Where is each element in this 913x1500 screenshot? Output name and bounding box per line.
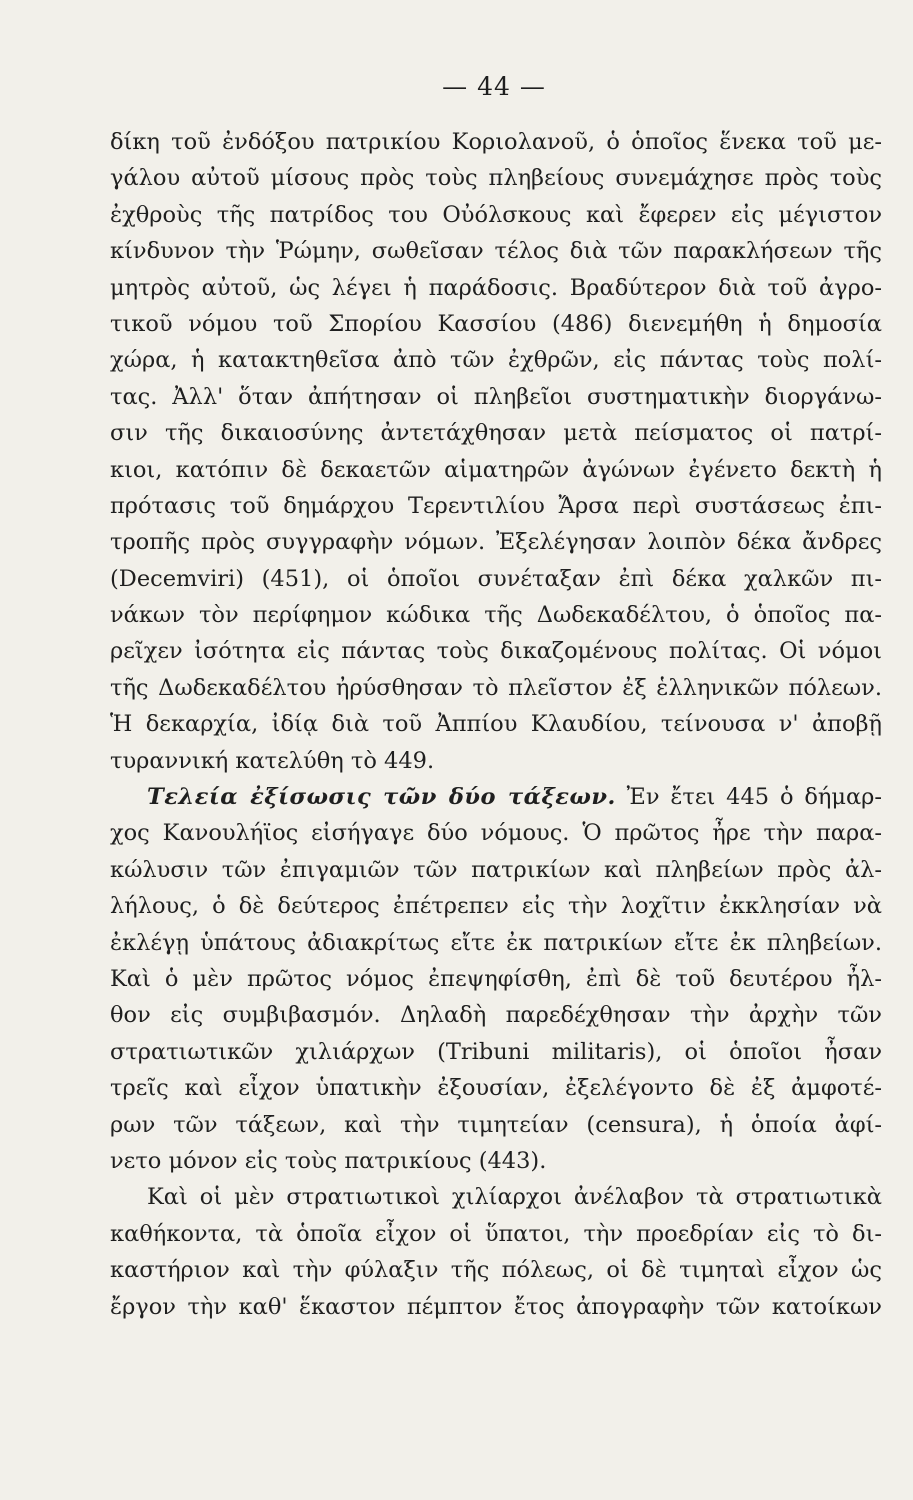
- text-line: τας. Ἀλλ' ὅταν ἀπήτησαν οἱ πληβεῖοι συστηματικὴν διοργάνω-: [110, 383, 882, 410]
- text-line: νετο μόνον εἰς τοὺς πατρικίους (443).: [110, 1147, 547, 1174]
- text-line: χος Κανουλήϊος εἰσήγαγε δύο νόμους. Ὁ πρῶτος ἦρε τὴν παρα-: [110, 820, 882, 847]
- text-line: καθήκοντα, τὰ ὁποῖα εἶχον οἱ ὕπατοι, τὴν προεδρίαν εἰς τὸ δι-: [110, 1220, 882, 1247]
- text-line: ρων τῶν τάξεων, καὶ τὴν τιμητείαν (censura), ἡ ὁποία ἀφί-: [110, 1111, 882, 1138]
- heading-line-text: Ἐν ἔτει 445 ὁ δήμαρ-: [626, 784, 882, 811]
- paragraph-2: [110, 779, 882, 1179]
- page-number: — 44 —: [442, 72, 546, 101]
- text-line: γάλου αὐτοῦ μίσους πρὸς τοὺς πληβείους συνεμάχησε πρὸς τοὺς: [110, 165, 882, 192]
- body-text: [110, 124, 882, 1325]
- text-line: (Decemviri) (451), οἱ ὁποῖοι συνέταξαν ἐπὶ δέκα χαλκῶν πι-: [110, 565, 882, 592]
- text-line: τρεῖς καὶ εἶχον ὑπατικὴν ἐξουσίαν, ἐξελέγοντο δὲ ἐξ ἀμφοτέ-: [110, 1075, 882, 1102]
- text-line: ρεῖχεν ἰσότητα εἰς πάντας τοὺς δικαζομένους πολίτας. Οἱ νόμοι: [110, 638, 882, 665]
- text-line: τυραννική κατελύθη τὸ 449.: [110, 747, 435, 774]
- text-line: ἐχθροὺς τῆς πατρίδος του Οὐόλσκους καὶ ἔφερεν εἰς μέγιστον: [110, 201, 882, 228]
- text-line: νάκων τὸν περίφημον κώδικα τῆς Δωδεκαδέλτου, ὁ ὁποῖος πα-: [110, 602, 882, 629]
- text-line: λήλους, ὁ δὲ δεύτερος ἐπέτρεπεν εἰς τὴν λοχῖτιν ἐκκλησίαν νὰ: [110, 893, 882, 920]
- text-line: πρότασις τοῦ δημάρχου Τερεντιλίου Ἄρσα περὶ συστάσεως ἐπι-: [110, 492, 882, 519]
- text-line: Καὶ οἱ μὲν στρατιωτικοὶ χιλίαρχοι ἀνέλαβον τὰ στρατιωτικὰ: [147, 1184, 882, 1211]
- text-line: ἐκλέγῃ ὑπάτους ἀδιακρίτως εἴτε ἐκ πατρικίων εἴτε ἐκ πληβείων.: [110, 929, 882, 956]
- text-line: τροπῆς πρὸς συγγραφὴν νόμων. Ἐξελέγησαν λοιπὸν δέκα ἄνδρες: [110, 529, 882, 556]
- paragraph-1: [110, 124, 882, 779]
- paragraph-3: [110, 1179, 882, 1325]
- text-line: Ἡ δεκαρχία, ἰδίᾳ διὰ τοῦ Ἀππίου Κλαυδίου, τείνουσα ν' ἀποβῇ: [110, 711, 882, 738]
- section-heading-line: [110, 779, 882, 815]
- section-heading: Τελεία ἐξίσωσις τῶν δύο τάξεων.: [147, 784, 616, 811]
- text-line: ἔργον τὴν καθ' ἕκαστον πέμπτον ἔτος ἀπογραφὴν τῶν κατοίκων: [110, 1293, 882, 1320]
- text-line: Καὶ ὁ μὲν πρῶτος νόμος ἐπεψηφίσθη, ἐπὶ δὲ τοῦ δευτέρου ἦλ-: [110, 965, 882, 992]
- text-line: τικοῦ νόμου τοῦ Σπορίου Κασσίου (486) διενεμήθη ἡ δημοσία: [110, 310, 882, 337]
- text-line: κίνδυνον τὴν Ῥώμην, σωθεῖσαν τέλος διὰ τῶν παρακλήσεων τῆς: [110, 238, 882, 265]
- text-line: θον εἰς συμβιβασμόν. Δηλαδὴ παρεδέχθησαν τὴν ἀρχὴν τῶν: [110, 1002, 882, 1029]
- text-line: δίκη τοῦ ἐνδόξου πατρικίου Κοριολανοῦ, ὁ ὁποῖος ἕνεκα τοῦ με-: [110, 129, 882, 155]
- text-line: τῆς Δωδεκαδέλτου ἠρύσθησαν τὸ πλεῖστον ἐξ ἑλληνικῶν πόλεων.: [110, 674, 882, 701]
- text-line: σιν τῆς δικαιοσύνης ἀντετάχθησαν μετὰ πείσματος οἱ πατρί-: [110, 420, 882, 447]
- text-line: κιοι, κατόπιν δὲ δεκαετῶν αἱματηρῶν ἀγώνων ἐγένετο δεκτὴ ἡ: [110, 456, 882, 483]
- text-line: καστήριον καὶ τὴν φύλαξιν τῆς πόλεως, οἱ δὲ τιμηταὶ εἶχον ὡς: [110, 1257, 882, 1284]
- text-line: χώρα, ἡ κατακτηθεῖσα ἀπὸ τῶν ἐχθρῶν, εἰς πάντας τοὺς πολί-: [110, 347, 882, 374]
- text-line: στρατιωτικῶν χιλιάρχων (Tribuni militaris), οἱ ὁποῖοι ἦσαν: [110, 1038, 882, 1065]
- text-line: κώλυσιν τῶν ἐπιγαμιῶν τῶν πατρικίων καὶ πληβείων πρὸς ἀλ-: [110, 856, 882, 883]
- text-line: μητρὸς αὐτοῦ, ὡς λέγει ἡ παράδοσις. Βραδύτερον διὰ τοῦ ἀγρο-: [110, 274, 882, 301]
